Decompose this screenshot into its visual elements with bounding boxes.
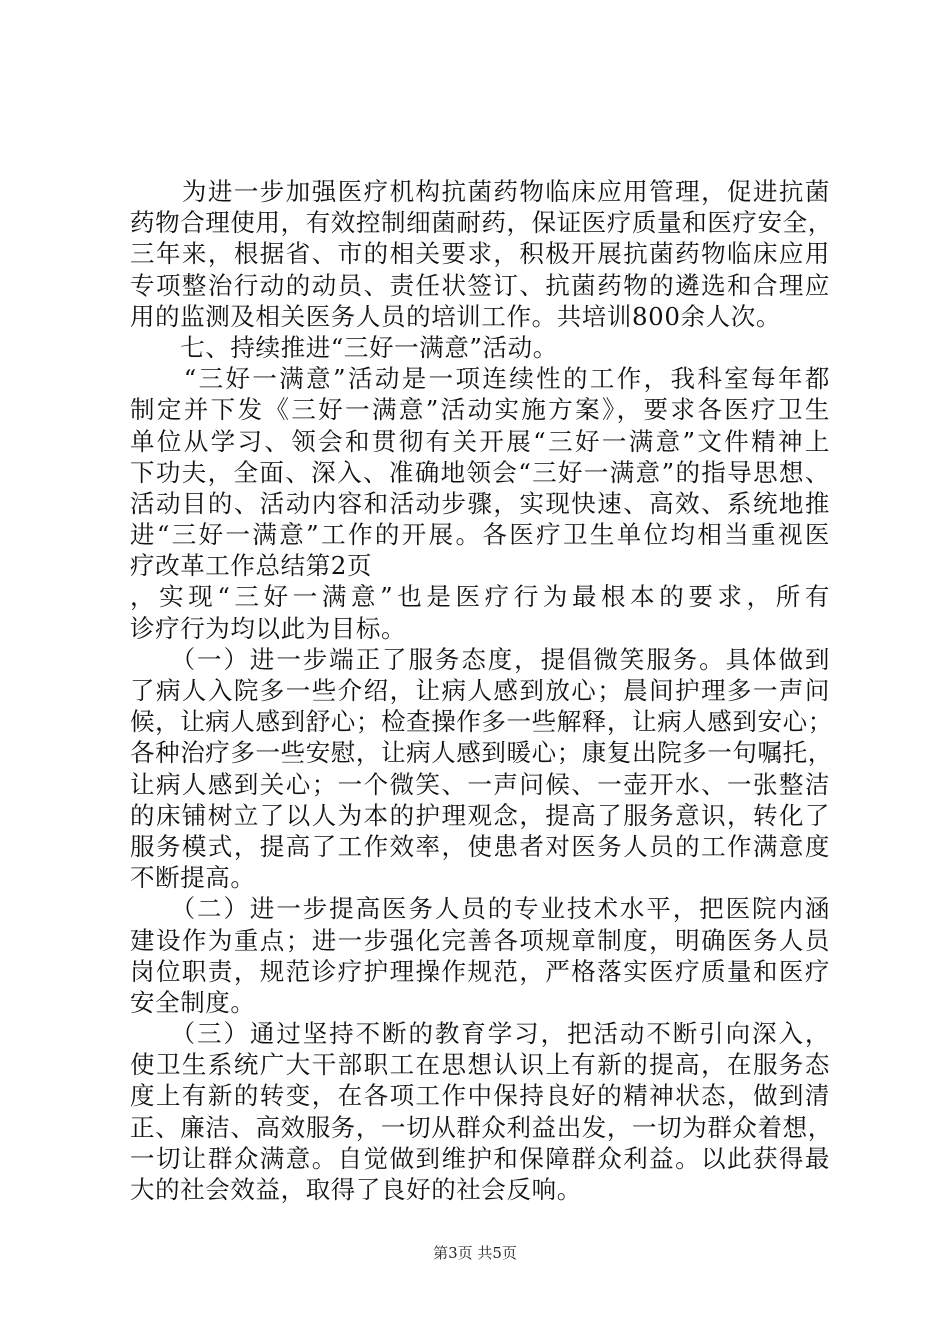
text-line: 用的监测及相关医务人员的培训工作。共培训800余人次。: [130, 301, 781, 331]
text-line: 了病人入院多一些介绍，让病人感到放心；晨间护理多一声问: [130, 676, 830, 705]
text-line: 药物合理使用，有效控制细菌耐药，保证医疗质量和医疗安全，: [130, 208, 833, 238]
text-line: “三好一满意”活动是一项连续性的工作，我科室每年都: [130, 364, 830, 394]
text-line: 岗位职责，规范诊疗护理操作规范，严格落实医疗质量和医疗: [130, 956, 830, 986]
text-line: 度上有新的转变，在各项工作中保持良好的精神状态，做到清: [130, 1081, 830, 1111]
text-line: 候，让病人感到舒心；检查操作多一些解释，让病人感到安心；: [130, 707, 833, 737]
text-line: 活动目的、活动内容和活动步骤，实现快速、高效、系统地推: [130, 488, 830, 518]
text-line: 专项整治行动的动员、责任状签订、抗菌药物的遴选和合理应: [130, 270, 830, 300]
text-line: （三）通过坚持不断的教育学习，把活动不断引向深入，: [130, 1019, 830, 1049]
text-line: 的床铺树立了以人为本的护理观念，提高了服务意识，转化了: [130, 800, 830, 830]
text-line: 正、廉洁、高效服务，一切从群众利益出发，一切为群众着想，: [130, 1112, 833, 1142]
text-line: 三年来，根据省、市的相关要求，积极开展抗菌药物临床应用: [130, 239, 830, 269]
text-line: 单位从学习、领会和贯彻有关开展“三好一满意”文件精神上: [130, 426, 830, 456]
text-line: 下功夫，全面、深入、准确地领会“三好一满意”的指导思想、: [130, 457, 830, 487]
text-line: 疗改革工作总结第2页: [130, 551, 373, 581]
text-line: 让病人感到关心；一个微笑、一声问候、一壶开水、一张整洁: [130, 769, 830, 799]
text-line: （一）进一步端正了服务态度，提倡微笑服务。具体做到: [130, 644, 830, 674]
text-line: 大的社会效益，取得了良好的社会反响。: [130, 1175, 582, 1204]
text-line: 一切让群众满意。自觉做到维护和保障群众利益。以此获得最: [130, 1143, 830, 1173]
text-line: 进“三好一满意”工作的开展。各医疗卫生单位均相当重视医: [130, 520, 830, 550]
document-body: [130, 176, 833, 1205]
text-line: 制定并下发《三好一满意”活动实施方案》，要求各医疗卫生: [130, 395, 830, 425]
page-footer: 第3页 共5页: [433, 1244, 517, 1262]
text-line: 各种治疗多一些安慰，让病人感到暖心；康复出院多一句嘱托，: [130, 738, 833, 768]
text-line: （二）进一步提高医务人员的专业技术水平，把医院内涵: [130, 894, 830, 924]
text-line: 不断提高。: [130, 863, 256, 893]
text-line: 安全制度。: [130, 987, 256, 1017]
text-line: 建设作为重点；进一步强化完善各项规章制度，明确医务人员: [130, 925, 830, 955]
text-line: 为进一步加强医疗机构抗菌药物临床应用管理，促进抗菌: [130, 177, 830, 206]
text-line: ，实现“三好一满意”也是医疗行为最根本的要求，所有: [130, 582, 830, 612]
text-line: 诊疗行为均以此为目标。: [130, 613, 407, 643]
text-line: 使卫生系统广大干部职工在思想认识上有新的提高，在服务态: [130, 1050, 830, 1080]
text-line: 服务模式，提高了工作效率，使患者对医务人员的工作满意度: [130, 831, 830, 861]
text-line: 七、持续推进“三好一满意”活动。: [130, 332, 558, 362]
